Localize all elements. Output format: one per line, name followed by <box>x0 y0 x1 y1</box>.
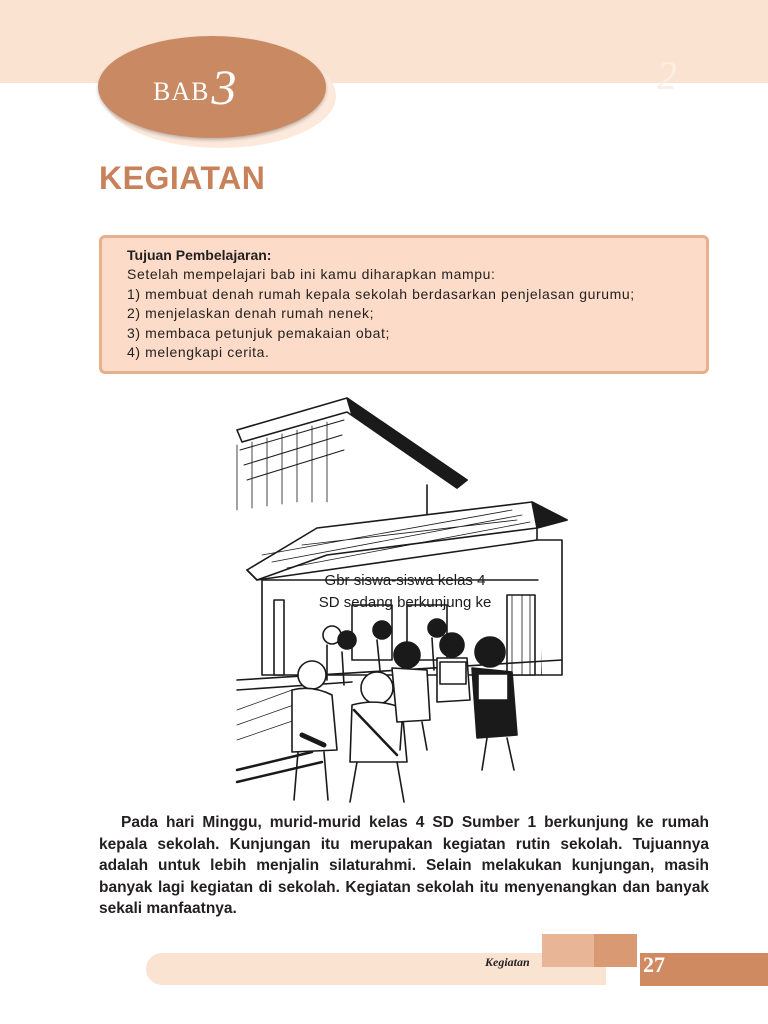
illustration-caption-line: Gbr siswa-siswa kelas 4 <box>324 572 486 589</box>
learning-goal-item: 4) melengkapi cerita. <box>127 344 270 360</box>
chapter-word: BAB <box>153 77 210 106</box>
page-number: 27 <box>643 952 665 977</box>
learning-goals-intro: Setelah mempelajari bab ini kamu diharapkan mampu: <box>127 266 496 282</box>
chapter-title: KEGIATAN <box>99 160 266 196</box>
ghost-chapter-number: 2 <box>657 53 677 98</box>
learning-goal-item: 1) membuat denah rumah kepala sekolah berdasarkan penjelasan gurumu; <box>127 285 635 302</box>
learning-goals-title: Tujuan Pembelajaran: <box>127 247 272 263</box>
footer-strip <box>146 953 606 985</box>
footer-section-label: Kegiatan <box>485 955 530 969</box>
footer-block <box>542 934 594 967</box>
chapter-number: 3 <box>211 59 237 115</box>
illustration-caption-line: SD sedang berkunjung ke <box>318 594 492 611</box>
chapter-badge-text <box>153 54 237 115</box>
body-paragraph: Pada hari Minggu, murid-murid kelas 4 SD Sumber 1 berkunjung ke rumah kepala sekolah. Kunjungan itu merupakan kegiatan rutin sekolah. Tujuannya adalah untuk lebih menjalin silaturahmi. Selain melakukan kunjungan, masih banyak lagi kegiatan di sekolah. Kegiatan sekolah itu menyenangkan dan banyak sekali manfaatnya. <box>99 814 709 917</box>
learning-goal-item: 3) membaca petunjuk pemakaian obat; <box>127 324 391 341</box>
learning-goals-box <box>99 235 709 374</box>
footer-block <box>594 934 637 967</box>
learning-goals-list <box>127 285 706 363</box>
learning-goal-item: 2) menjelaskan denah rumah nenek; <box>127 305 375 321</box>
illustration-caption <box>290 570 520 614</box>
